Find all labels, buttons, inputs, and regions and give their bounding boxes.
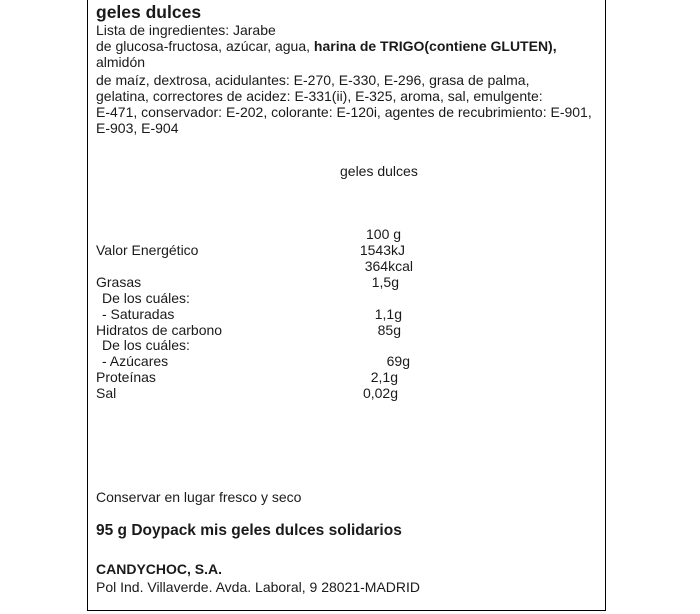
ingredients-line-5 [96,88,543,104]
nutrition-value-salt: 0,02g [362,385,398,401]
ingredients-line-7 [96,120,179,136]
ingredients-line-4 [96,72,529,88]
nutrition-value-protein: 2,1g [370,369,398,385]
ingredients-text: gelatina, correctores de acidez: E-331(ii), E-325, aroma, sal, emulgente: [96,88,543,104]
ingredients-line-3 [96,54,145,70]
package-description: 95 g Doypack mis geles dulces solidarios [96,522,402,539]
allergen-text: harina de TRIGO(contiene GLUTEN), [313,38,557,54]
nutrition-value-saturated: 1,1g [374,306,402,322]
ingredients-text: de glucosa-fructosa, azúcar, agua, [96,38,314,54]
ingredients-line-2 [96,38,557,54]
nutrition-label-fat: Grasas [96,274,142,290]
ingredients-text: Lista de ingredientes: Jarabe [96,22,276,38]
company-name: CANDYCHOC, S.A. [96,561,223,577]
nutrition-per-unit: 100 g [366,226,402,242]
nutrition-label-salt: Sal [96,385,117,401]
storage-instructions: Conservar en lugar fresco y seco [96,489,302,505]
nutrition-label-saturated: - Saturadas [102,306,175,322]
nutrition-label-carbohydrates: Hidratos de carbono [96,322,223,338]
nutrition-label-of-which: De los cuáles: [102,337,190,353]
nutrition-value-fat: 1,5g [371,274,399,290]
nutrition-label-of-which: De los cuáles: [102,290,190,306]
ingredients-text: almidón [96,54,146,70]
nutrition-label-sugars: - Azúcares [102,353,169,369]
ingredients-line-1 [96,22,276,38]
ingredients-line-6 [96,104,592,120]
nutrition-value-energy-kj: 1543kJ [359,242,405,258]
company-address: Pol Ind. Villaverde. Avda. Laboral, 9 28021-MADRID [96,579,421,595]
nutrition-value-carbohydrates: 85g [377,322,401,338]
nutrition-value-energy-kcal: 364kcal [364,258,413,274]
nutrition-label-protein: Proteínas [96,369,156,385]
ingredients-text: de maíz, dextrosa, acidulantes: E-270, E-330, E-296, grasa de palma, [96,72,530,88]
nutrition-value-sugars: 69g [386,353,410,369]
nutrition-column-title: geles dulces [340,163,418,179]
ingredients-text: E-471, conservador: E-202, colorante: E-120i, agentes de recubrimiento: E-901, [96,104,592,120]
nutrition-label-energy: Valor Energético [96,242,199,258]
product-title: geles dulces [96,2,202,22]
ingredients-text: E-903, E-904 [96,120,179,136]
